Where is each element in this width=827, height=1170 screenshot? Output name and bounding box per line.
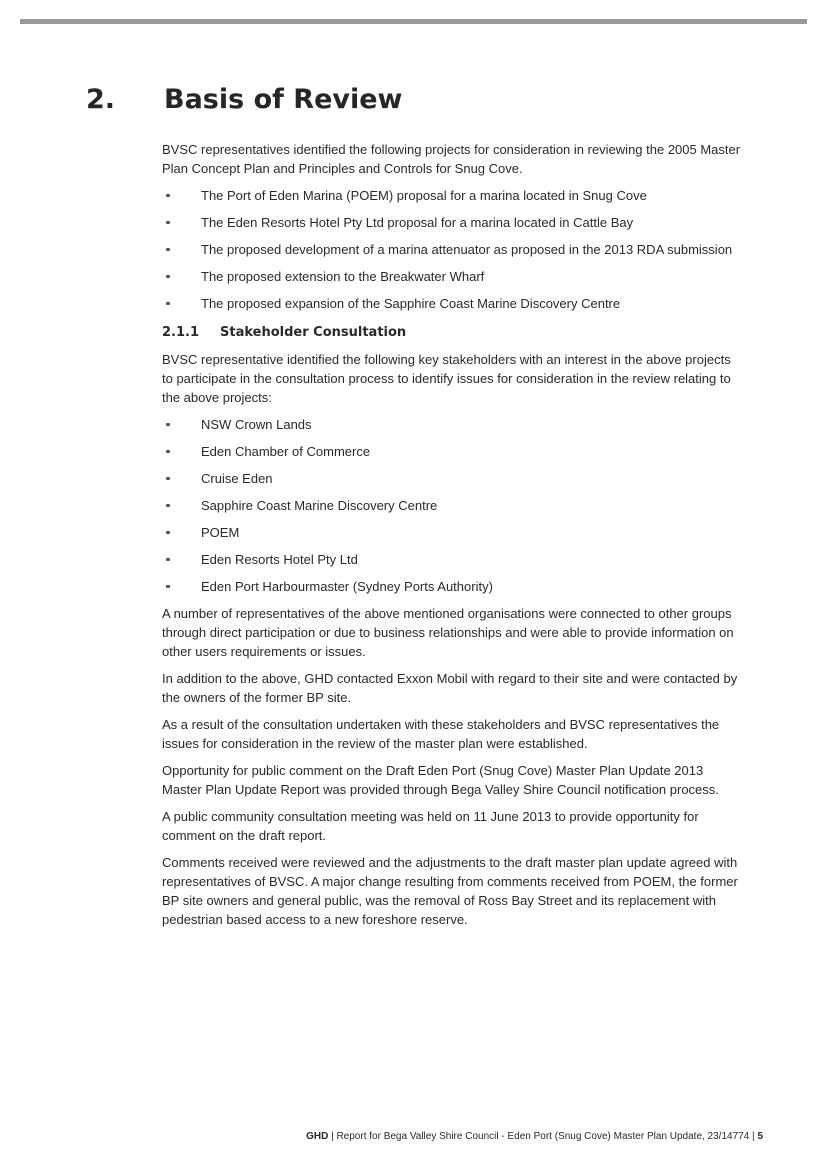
list-item (162, 550, 742, 569)
bullet-icon (166, 585, 170, 588)
bullet-icon (166, 194, 170, 197)
project-text: The proposed expansion of the Sapphire Coast Marine Discovery Centre (201, 296, 621, 311)
bullet-icon (166, 221, 170, 224)
bullet-icon (166, 302, 170, 305)
project-text: The Eden Resorts Hotel Pty Ltd proposal for a marina located in Cattle Bay (201, 215, 634, 230)
project-text: The proposed extension to the Breakwater Wharf (201, 269, 485, 284)
list-item (162, 213, 742, 232)
section-heading (86, 84, 786, 124)
footer-brand: GHD (306, 1131, 329, 1142)
body-paragraph: A number of representatives of the above mentioned organisations were connected to other groups through direct participation or due to business relationships and were able to provide information on other users requirements or issues. (162, 606, 734, 659)
stakeholder-text: Eden Port Harbourmaster (Sydney Ports Authority) (201, 579, 493, 594)
project-text: The Port of Eden Marina (POEM) proposal for a marina located in Snug Cove (201, 188, 647, 203)
list-item (162, 415, 742, 434)
projects-list (162, 186, 742, 313)
stakeholder-text: Eden Resorts Hotel Pty Ltd (201, 552, 358, 567)
bullet-icon (166, 275, 170, 278)
stakeholder-text: Sapphire Coast Marine Discovery Centre (201, 498, 438, 513)
stakeholder-text: NSW Crown Lands (201, 417, 312, 432)
list-item (162, 442, 742, 461)
list-item (162, 577, 742, 596)
stakeholders-list (162, 415, 742, 596)
section-number: 2. (86, 84, 116, 115)
list-item (162, 523, 742, 542)
subsection-title: Stakeholder Consultation (220, 325, 407, 340)
footer-report-title: Report for Bega Valley Shire Council - Eden Port (Snug Cove) Master Plan Update, 23/14774 (336, 1131, 750, 1142)
page-number: 5 (757, 1131, 763, 1142)
bullet-icon (166, 450, 170, 453)
bullet-icon (166, 504, 170, 507)
list-item (162, 496, 742, 515)
stakeholder-text: Cruise Eden (201, 471, 273, 486)
document-body (162, 140, 742, 937)
bullet-icon (166, 423, 170, 426)
stakeholder-text: POEM (201, 525, 240, 540)
body-paragraph: As a result of the consultation undertaken with these stakeholders and BVSC representatives the issues for consideration in the review of the master plan were established. (162, 717, 720, 751)
stakeholder-text: Eden Chamber of Commerce (201, 444, 371, 459)
section-title: Basis of Review (164, 84, 403, 115)
body-paragraph: Comments received were reviewed and the adjustments to the draft master plan update agreed with representatives of BVSC. A major change resulting from comments received from POEM, the former BP site owners and general public, was the removal of Ross Bay Street and its replacement with pedestrian based access to a new foreshore reserve. (162, 855, 738, 927)
body-paragraph: Opportunity for public comment on the Draft Eden Port (Snug Cove) Master Plan Update 2013 Master Plan Update Report was provided through Bega Valley Shire Council notification process. (162, 763, 719, 797)
list-item (162, 186, 742, 205)
body-paragraph: A public community consultation meeting was held on 11 June 2013 to provide opportunity for comment on the draft report. (162, 809, 699, 843)
project-text: The proposed development of a marina attenuator as proposed in the 2013 RDA submission (201, 242, 733, 257)
subsection-heading (162, 323, 742, 342)
bullet-icon (166, 531, 170, 534)
subsection-number: 2.1.1 (162, 325, 200, 340)
footer-separator: | (749, 1131, 758, 1142)
top-rule (20, 19, 807, 24)
footer-separator: | (328, 1131, 337, 1142)
bullet-icon (166, 558, 170, 561)
intro-paragraph: BVSC representatives identified the following projects for consideration in reviewing the 2005 Master Plan Concept Plan and Principles and Controls for Snug Cove. (162, 142, 741, 176)
body-paragraph: In addition to the above, GHD contacted Exxon Mobil with regard to their site and were contacted by the owners of the former BP site. (162, 671, 738, 705)
list-item (162, 267, 742, 286)
bullet-icon (166, 477, 170, 480)
list-item (162, 469, 742, 488)
page-footer (306, 1131, 763, 1142)
list-item (162, 294, 742, 313)
bullet-icon (166, 248, 170, 251)
list-item (162, 240, 742, 259)
stakeholder-intro: BVSC representative identified the following key stakeholders with an interest in the above projects to participate in the consultation process to identify issues for consideration in the review relating to the above projects: (162, 352, 731, 405)
